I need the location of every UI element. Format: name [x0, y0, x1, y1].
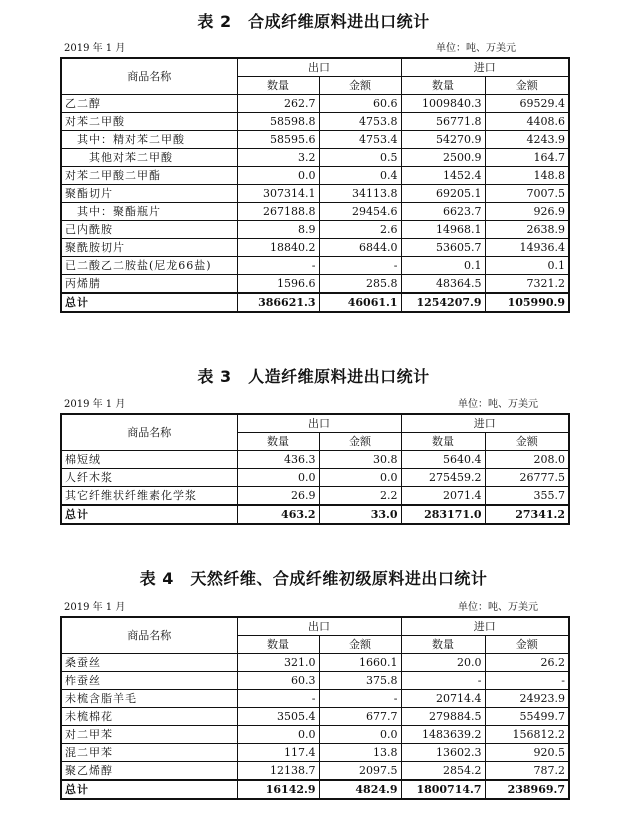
import-qty-cell: 20714.4 — [401, 690, 485, 708]
export-amt-cell: 34113.8 — [319, 185, 401, 203]
export-amt-cell: 0.0 — [319, 726, 401, 744]
col-group-export: 出口 — [237, 58, 401, 77]
table-row — [61, 744, 569, 762]
item-name: 乙二醇 — [61, 95, 237, 113]
import-qty-cell: 1009840.3 — [401, 95, 485, 113]
col-header-item: 商品名称 — [61, 617, 237, 654]
col-header-item: 商品名称 — [61, 414, 237, 451]
item-name: 其中：精对苯二甲酸 — [61, 131, 237, 149]
item-name: 棉短绒 — [61, 451, 237, 469]
export-qty-cell: 18840.2 — [237, 239, 319, 257]
total-row — [61, 293, 569, 312]
import-amt-cell: 4243.9 — [485, 131, 569, 149]
col-header-export-qty: 数量 — [237, 77, 319, 95]
import-qty-cell: 20.0 — [401, 654, 485, 672]
item-name: 其它纤维状纤维素化学浆 — [61, 487, 237, 506]
table2-unit: 单位：吨、万美元 — [436, 43, 516, 54]
col-header-export-amt: 金额 — [319, 433, 401, 451]
import-qty-cell: 54270.9 — [401, 131, 485, 149]
total-row — [61, 780, 569, 799]
total-label: 总计 — [61, 505, 237, 524]
export-amt-cell: 0.5 — [319, 149, 401, 167]
table-row — [61, 203, 569, 221]
import-amt-cell: 787.2 — [485, 762, 569, 781]
import-qty-cell: 2500.9 — [401, 149, 485, 167]
export-amt-cell: 375.8 — [319, 672, 401, 690]
item-name: 其他对苯二甲酸 — [61, 149, 237, 167]
export-amt-total: 4824.9 — [319, 780, 401, 799]
export-qty-cell: 321.0 — [237, 654, 319, 672]
col-header-import-qty: 数量 — [401, 636, 485, 654]
item-name: 已二酸乙二胺盐(尼龙66盐) — [61, 257, 237, 275]
header-row — [61, 617, 569, 636]
table4-unit: 单位：吨、万美元 — [458, 602, 538, 613]
export-qty-cell: 8.9 — [237, 221, 319, 239]
table-row — [61, 239, 569, 257]
item-name: 聚乙烯醇 — [61, 762, 237, 781]
export-amt-cell: 4753.8 — [319, 113, 401, 131]
export-qty-cell: - — [237, 690, 319, 708]
table2-title: 表 2 合成纤维原料进出口统计 — [197, 12, 430, 31]
col-header-export-qty: 数量 — [237, 433, 319, 451]
col-header-import-qty: 数量 — [401, 77, 485, 95]
import-amt-cell: 24923.9 — [485, 690, 569, 708]
import-qty-cell: - — [401, 672, 485, 690]
import-amt-cell: 208.0 — [485, 451, 569, 469]
export-amt-cell: 13.8 — [319, 744, 401, 762]
col-header-export-amt: 金额 — [319, 77, 401, 95]
table-row — [61, 185, 569, 203]
export-amt-cell: 29454.6 — [319, 203, 401, 221]
import-amt-cell: 55499.7 — [485, 708, 569, 726]
table-row — [61, 708, 569, 726]
table-row — [61, 131, 569, 149]
import-qty-cell: 53605.7 — [401, 239, 485, 257]
col-group-export: 出口 — [237, 414, 401, 433]
export-amt-cell: 6844.0 — [319, 239, 401, 257]
export-amt-cell: 2.2 — [319, 487, 401, 506]
export-qty-cell: 1596.6 — [237, 275, 319, 294]
item-name: 桑蚕丝 — [61, 654, 237, 672]
item-name: 人纤木浆 — [61, 469, 237, 487]
item-name: 聚酯切片 — [61, 185, 237, 203]
export-amt-cell: - — [319, 690, 401, 708]
item-name: 丙烯腈 — [61, 275, 237, 294]
import-qty-cell: 14968.1 — [401, 221, 485, 239]
import-qty-cell: 13602.3 — [401, 744, 485, 762]
export-amt-cell: 4753.4 — [319, 131, 401, 149]
export-qty-total: 386621.3 — [237, 293, 319, 312]
export-qty-cell: 3505.4 — [237, 708, 319, 726]
table3-meta — [0, 395, 627, 409]
import-qty-cell: 6623.7 — [401, 203, 485, 221]
import-qty-cell: 48364.5 — [401, 275, 485, 294]
total-label: 总计 — [61, 780, 237, 799]
table-row — [61, 221, 569, 239]
item-name: 其中：聚酯瓶片 — [61, 203, 237, 221]
export-amt-cell: - — [319, 257, 401, 275]
import-qty-total: 1254207.9 — [401, 293, 485, 312]
table4 — [60, 616, 570, 800]
export-amt-cell: 285.8 — [319, 275, 401, 294]
table-row — [61, 690, 569, 708]
item-name: 己内酰胺 — [61, 221, 237, 239]
export-qty-cell: 262.7 — [237, 95, 319, 113]
import-qty-cell: 275459.2 — [401, 469, 485, 487]
import-amt-total: 105990.9 — [485, 293, 569, 312]
import-amt-cell: 7007.5 — [485, 185, 569, 203]
table-row — [61, 451, 569, 469]
item-name: 对二甲苯 — [61, 726, 237, 744]
total-label: 总计 — [61, 293, 237, 312]
export-amt-cell: 60.6 — [319, 95, 401, 113]
col-header-import-amt: 金额 — [485, 77, 569, 95]
export-amt-cell: 30.8 — [319, 451, 401, 469]
item-name: 对苯二甲酸 — [61, 113, 237, 131]
export-qty-cell: 58595.6 — [237, 131, 319, 149]
import-qty-cell: 5640.4 — [401, 451, 485, 469]
import-qty-cell: 279884.5 — [401, 708, 485, 726]
table-row — [61, 149, 569, 167]
table-row — [61, 672, 569, 690]
col-group-export: 出口 — [237, 617, 401, 636]
import-amt-total: 238969.7 — [485, 780, 569, 799]
import-qty-cell: 56771.8 — [401, 113, 485, 131]
export-qty-cell: 58598.8 — [237, 113, 319, 131]
import-amt-cell: 920.5 — [485, 744, 569, 762]
export-qty-cell: 436.3 — [237, 451, 319, 469]
header-row — [61, 58, 569, 77]
export-qty-cell: - — [237, 257, 319, 275]
import-amt-cell: 4408.6 — [485, 113, 569, 131]
col-header-import-qty: 数量 — [401, 433, 485, 451]
item-name: 聚酰胺切片 — [61, 239, 237, 257]
import-amt-cell: - — [485, 672, 569, 690]
import-amt-cell: 148.8 — [485, 167, 569, 185]
item-name: 未梳含脂羊毛 — [61, 690, 237, 708]
export-qty-cell: 0.0 — [237, 726, 319, 744]
export-qty-cell: 307314.1 — [237, 185, 319, 203]
export-qty-cell: 60.3 — [237, 672, 319, 690]
table3-date: 2019 年 1 月 — [64, 399, 126, 410]
export-amt-cell: 1660.1 — [319, 654, 401, 672]
table3-unit: 单位：吨、万美元 — [458, 399, 538, 410]
table-row — [61, 654, 569, 672]
item-name: 混二甲苯 — [61, 744, 237, 762]
table4-date: 2019 年 1 月 — [64, 602, 126, 613]
export-amt-total: 33.0 — [319, 505, 401, 524]
item-name: 柞蚕丝 — [61, 672, 237, 690]
table-row — [61, 275, 569, 294]
export-qty-total: 463.2 — [237, 505, 319, 524]
export-qty-cell: 0.0 — [237, 469, 319, 487]
export-amt-cell: 677.7 — [319, 708, 401, 726]
col-group-import: 进口 — [401, 58, 569, 77]
table-row — [61, 257, 569, 275]
import-qty-cell: 0.1 — [401, 257, 485, 275]
import-amt-cell: 14936.4 — [485, 239, 569, 257]
import-qty-cell: 69205.1 — [401, 185, 485, 203]
table2 — [60, 57, 570, 313]
import-amt-cell: 355.7 — [485, 487, 569, 506]
col-header-export-amt: 金额 — [319, 636, 401, 654]
export-qty-cell: 26.9 — [237, 487, 319, 506]
table-row — [61, 469, 569, 487]
export-amt-cell: 0.0 — [319, 469, 401, 487]
import-qty-cell: 2071.4 — [401, 487, 485, 506]
export-amt-cell: 2.6 — [319, 221, 401, 239]
export-qty-total: 16142.9 — [237, 780, 319, 799]
import-amt-cell: 926.9 — [485, 203, 569, 221]
export-qty-cell: 3.2 — [237, 149, 319, 167]
import-qty-total: 283171.0 — [401, 505, 485, 524]
import-amt-cell: 26.2 — [485, 654, 569, 672]
table-row — [61, 726, 569, 744]
table-row — [61, 167, 569, 185]
col-header-import-amt: 金额 — [485, 433, 569, 451]
col-header-item: 商品名称 — [61, 58, 237, 95]
import-amt-cell: 156812.2 — [485, 726, 569, 744]
import-amt-cell: 0.1 — [485, 257, 569, 275]
table4-title: 表 4 天然纤维、合成纤维初级原料进出口统计 — [139, 569, 488, 588]
col-group-import: 进口 — [401, 617, 569, 636]
import-amt-total: 27341.2 — [485, 505, 569, 524]
item-name: 对苯二甲酸二甲酯 — [61, 167, 237, 185]
import-amt-cell: 69529.4 — [485, 95, 569, 113]
import-qty-cell: 1452.4 — [401, 167, 485, 185]
item-name: 未梳棉花 — [61, 708, 237, 726]
table3-title: 表 3 人造纤维原料进出口统计 — [197, 367, 430, 386]
table4-meta — [0, 598, 627, 612]
export-qty-cell: 117.4 — [237, 744, 319, 762]
export-amt-cell: 2097.5 — [319, 762, 401, 781]
import-qty-cell: 1483639.2 — [401, 726, 485, 744]
header-row — [61, 414, 569, 433]
export-qty-cell: 0.0 — [237, 167, 319, 185]
table2-meta — [0, 39, 627, 53]
export-amt-total: 46061.1 — [319, 293, 401, 312]
table-row — [61, 95, 569, 113]
total-row — [61, 505, 569, 524]
import-qty-total: 1800714.7 — [401, 780, 485, 799]
import-qty-cell: 2854.2 — [401, 762, 485, 781]
col-group-import: 进口 — [401, 414, 569, 433]
table3 — [60, 413, 570, 525]
export-qty-cell: 267188.8 — [237, 203, 319, 221]
col-header-import-amt: 金额 — [485, 636, 569, 654]
table-row — [61, 762, 569, 781]
import-amt-cell: 164.7 — [485, 149, 569, 167]
table-row — [61, 113, 569, 131]
export-amt-cell: 0.4 — [319, 167, 401, 185]
col-header-export-qty: 数量 — [237, 636, 319, 654]
table2-date: 2019 年 1 月 — [64, 43, 126, 54]
table-row — [61, 487, 569, 506]
import-amt-cell: 26777.5 — [485, 469, 569, 487]
import-amt-cell: 2638.9 — [485, 221, 569, 239]
export-qty-cell: 12138.7 — [237, 762, 319, 781]
import-amt-cell: 7321.2 — [485, 275, 569, 294]
